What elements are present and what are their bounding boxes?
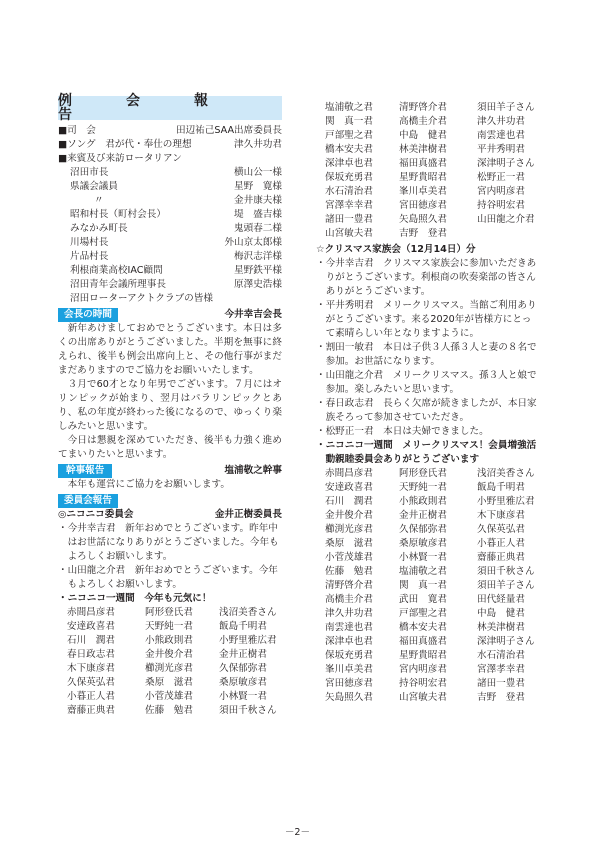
member-name: 久保英弘君 <box>67 677 115 688</box>
member-name: 持谷明宏君 <box>399 678 447 689</box>
member-name: 金井正樹君 <box>219 649 267 660</box>
guest-row <box>58 222 282 236</box>
christmas-week-heading: ・ニコニコ一週間 メリークリスマス！会員増強活動親睦委員会ありがとうございます <box>316 440 537 465</box>
member-name: 高橋圭介君 <box>399 116 447 127</box>
member-name: 水石清治君 <box>325 186 373 197</box>
member-name: 浅沼美香さん <box>219 607 277 618</box>
member-name: 金井俊介君 <box>145 649 193 660</box>
member-name: 山宮敏夫君 <box>399 692 447 703</box>
christmas-item: ・今井幸吉君 クリスマス家族会に参加いただきありがとうございます。利根商の吹奏楽部の皆さんありがとうございます。 <box>316 258 537 297</box>
guest-title: みなかみ町長 <box>70 223 128 234</box>
member-name: 山田龍之介君 <box>477 214 535 225</box>
member-name: 塩浦敬之君 <box>399 566 447 577</box>
president-paragraph-2: ３月で60才となり年男でございます。７月にはオリンピックが始まり、翌月はパラリンピックとあり、私の年度が終わった後になるので、ゆっくり楽しみたいと思います。 <box>58 379 282 432</box>
member-name: 清野啓介君 <box>399 102 447 113</box>
guest-row <box>58 264 282 278</box>
member-name: 小野里雅広君 <box>477 496 535 507</box>
member-name: 南雲達也君 <box>477 130 525 141</box>
member-name: 深津明子さん <box>477 636 535 647</box>
meeting-info-label: ■司 会 <box>58 125 96 136</box>
member-name: 安達政喜君 <box>67 621 115 632</box>
member-name: 塩浦敬之君 <box>325 102 373 113</box>
meeting-info-value: 津久井功君 <box>234 139 282 150</box>
member-name: 宮田徳彦君 <box>399 200 447 211</box>
guest-title: 沼田青年会議所理事長 <box>70 279 166 290</box>
guest-name: 金井康夫様 <box>234 195 282 206</box>
christmas-items <box>316 257 540 439</box>
guest-title: 川場村長 <box>70 237 109 248</box>
guest-title: 〃 <box>94 195 104 206</box>
member-name: 松野正一君 <box>477 172 525 183</box>
member-name: 戸部聖之君 <box>325 130 373 141</box>
member-name: 天野純一君 <box>399 482 447 493</box>
member-name: 浅沼美香さん <box>477 468 535 479</box>
president-paragraph-1: 新年あけましておめでとうございます。本日は多くの出席ありがとうございました。半期を無事に終えられ、後半も例会出席向上と、その他行事がまだまだありますのでご協力をお願いいたします。 <box>58 323 282 376</box>
guest-list <box>58 166 282 306</box>
president-section-header <box>58 308 282 322</box>
member-name: 齋藤正典君 <box>67 705 115 716</box>
christmas-item: ・割田一敏君 本日は子供３人孫３人と妻の８名で参加。お世話になります。 <box>316 342 537 367</box>
left-column <box>58 93 282 718</box>
member-name: 須田千秋さん <box>219 705 277 716</box>
member-name: 福田真盛君 <box>399 158 447 169</box>
guest-title: 沼田市長 <box>70 167 109 178</box>
member-name: 小菅茂雄君 <box>325 552 373 563</box>
member-name: 小熊政則君 <box>145 635 193 646</box>
guest-row <box>58 194 282 208</box>
member-name: 須田羊子さん <box>477 580 535 591</box>
guest-title: 利根商業高校IAC顧問 <box>70 265 163 276</box>
guest-name: 星野 寛様 <box>234 181 282 192</box>
member-name: 深津卓也君 <box>325 158 373 169</box>
meeting-info-row <box>58 152 282 166</box>
member-name: 星野貴昭君 <box>399 172 447 183</box>
member-name: 石川 潤君 <box>67 635 115 646</box>
guest-name: 梅沢志洋様 <box>234 251 282 262</box>
member-name: 宮内明彦君 <box>477 186 525 197</box>
guest-name: 堤 盛吉様 <box>234 209 282 220</box>
member-name: 小菅茂雄君 <box>145 691 193 702</box>
meeting-info-row <box>58 124 282 138</box>
member-name: 深津明子さん <box>477 158 535 169</box>
member-name: 山宮敏夫君 <box>325 228 373 239</box>
member-name: 福田真盛君 <box>399 636 447 647</box>
president-tag: 会長の時間 <box>58 308 118 322</box>
member-name: 春日政志君 <box>67 649 115 660</box>
member-name: 小暮正人君 <box>477 538 525 549</box>
member-name: 諸田一豊君 <box>477 678 525 689</box>
nikoniko-item: ・今井幸吉君 新年おめでとうございます。昨年中はお世話になりありがとうございました。今年もよろしくお願いします。 <box>58 523 279 562</box>
member-name: 南雲達也君 <box>325 622 373 633</box>
member-name <box>477 227 549 241</box>
member-name: 天野純一君 <box>145 621 193 632</box>
member-name: 吉野 登君 <box>399 228 447 239</box>
member-name: 小暮正人君 <box>67 691 115 702</box>
member-name: 中島 健君 <box>477 608 525 619</box>
member-name: 小林賢一君 <box>219 691 267 702</box>
member-name: 林美津樹君 <box>477 622 525 633</box>
member-name: 久保郁弥君 <box>219 663 267 674</box>
guest-name: 外山京太郎様 <box>224 237 282 248</box>
meeting-info <box>58 124 282 166</box>
member-name: 桑原 滋君 <box>325 538 373 549</box>
meeting-info-label: ■来賓及び来訪ロータリアン <box>58 153 182 164</box>
member-name: 桑原 滋君 <box>145 677 193 688</box>
member-name: 矢島照久君 <box>325 692 373 703</box>
guest-row <box>58 180 282 194</box>
member-name: 高橋圭介君 <box>325 594 373 605</box>
member-name: 小野里雅広君 <box>219 635 277 646</box>
member-name: 清野啓介君 <box>325 580 373 591</box>
guest-row <box>58 278 282 292</box>
member-name: 須田千秋さん <box>477 566 535 577</box>
member-name: 星野貴昭君 <box>399 650 447 661</box>
member-name: 水石清治君 <box>477 650 525 661</box>
member-name: 小熊政則君 <box>399 496 447 507</box>
member-name: 櫛渕光彦君 <box>325 524 373 535</box>
member-name: 持谷明宏君 <box>477 200 525 211</box>
member-name: 小林賢一君 <box>399 552 447 563</box>
guest-title: 片品村長 <box>70 251 109 262</box>
secretary-text: 本年も運営にご協力をお願いします。 <box>67 479 230 490</box>
guest-name: 鬼頭春二様 <box>234 223 282 234</box>
member-name: 吉野 登君 <box>477 692 525 703</box>
right-column <box>316 101 540 705</box>
member-name: 峯川卓美君 <box>399 186 447 197</box>
member-name: 橋本安夫君 <box>399 622 447 633</box>
member-name: 保坂充勇君 <box>325 650 373 661</box>
guest-row <box>58 250 282 264</box>
meeting-info-row <box>58 138 282 152</box>
member-name: 矢島照久君 <box>399 214 447 225</box>
nikoniko-item: ・山田龍之介君 新年おめでとうございます。今年もよろしくお願いします。 <box>58 565 278 590</box>
member-name: 武田 寛君 <box>399 594 447 605</box>
member-name: 久保郁弥君 <box>399 524 447 535</box>
christmas-item: ・平井秀明君 メリークリスマス。当館ご利用ありがとうございます。来る2020年が皆様方にとって素晴らしい年となりますように。 <box>316 300 537 339</box>
guest-name: 原澤史浩様 <box>234 279 282 290</box>
member-name: 林美津樹君 <box>399 144 447 155</box>
nikoniko-heading: ◎ニコニコ委員会 <box>58 509 134 520</box>
guest-row <box>58 292 282 306</box>
nikoniko-chair: 金井正樹委員長 <box>214 509 282 520</box>
guest-title: 沼田ローターアクトクラブの皆様 <box>70 293 213 304</box>
member-name: 関 真一君 <box>399 580 447 591</box>
guest-name: 星野鉄平様 <box>234 265 282 276</box>
member-name: 平井秀明君 <box>477 144 525 155</box>
secretary-name: 塩浦敬之幹事 <box>224 465 282 476</box>
nikoniko-week-heading: ・ニコニコ一週間 今年も元気に！ <box>58 593 212 604</box>
member-name: 橋本安夫君 <box>325 144 373 155</box>
committee-tag: 委員会報告 <box>58 494 118 508</box>
member-name: 阿形登氏君 <box>399 468 447 479</box>
member-name: 齋藤正典君 <box>477 552 525 563</box>
member-name: 戸部聖之君 <box>399 608 447 619</box>
member-name: 桑原敏彦君 <box>219 677 267 688</box>
guest-name: 横山公一様 <box>234 167 282 178</box>
member-name: 須田羊子さん <box>477 102 535 113</box>
secretary-section-header <box>58 464 282 478</box>
member-name: 赤間昌彦君 <box>67 607 115 618</box>
member-name: 宮澤孝幸君 <box>477 664 525 675</box>
member-name: 諸田一豊君 <box>325 214 373 225</box>
guest-title: 県議会議員 <box>70 181 118 192</box>
member-name: 飯島千明君 <box>219 621 267 632</box>
member-name: 佐藤 勉君 <box>325 566 373 577</box>
member-name: 金井正樹君 <box>399 510 447 521</box>
member-name: 保坂充勇君 <box>325 172 373 183</box>
nikoniko-heading-row <box>58 508 282 522</box>
christmas-heading: ☆クリスマス家族会（12月14日）分 <box>316 244 476 255</box>
member-name: 田代経量君 <box>477 594 525 605</box>
member-name: 中島 健君 <box>399 130 447 141</box>
member-name: 飯島千明君 <box>477 482 525 493</box>
page-number: －2－ <box>284 827 311 838</box>
member-name: 関 真一君 <box>325 116 373 127</box>
christmas-week-names <box>316 467 540 705</box>
member-name: 赤間昌彦君 <box>325 468 373 479</box>
member-name: 久保英弘君 <box>477 524 525 535</box>
christmas-item: ・山田龍之介君 メリークリスマス。孫３人と娘で参加。楽しみたいと思います。 <box>316 370 537 395</box>
member-name: 安達政喜君 <box>325 482 373 493</box>
guest-row <box>58 166 282 180</box>
guest-title: 昭和村長（町村会長） <box>70 209 166 220</box>
christmas-item: ・春日政志君 長らく欠席が続きましたが、本日家族そろって参加させていただき。 <box>316 398 537 423</box>
member-name: 宮澤幸幸君 <box>325 200 373 211</box>
meeting-info-value: 田辺祐己SAA出席委員長 <box>175 125 282 136</box>
member-name: 石川 潤君 <box>325 496 373 507</box>
member-name: 津久井功君 <box>477 116 525 127</box>
member-name: 櫛渕光彦君 <box>145 663 193 674</box>
page-title: 例 会 報 告 <box>58 96 282 120</box>
member-name: 津久井功君 <box>325 608 373 619</box>
member-name: 佐藤 勉君 <box>145 705 193 716</box>
member-name: 峯川卓美君 <box>325 664 373 675</box>
nikoniko-week-names <box>58 606 282 718</box>
member-name: 木下康彦君 <box>477 510 525 521</box>
meeting-info-label: ■ソング 君が代・奉仕の理想 <box>58 139 192 150</box>
guest-row <box>58 236 282 250</box>
president-paragraph-3: 今日は懇親を深めていただき、後半も力強く進めてまいりたいと思います。 <box>58 435 282 460</box>
continued-names <box>316 101 540 241</box>
guest-row <box>58 208 282 222</box>
christmas-item: ・松野正一君 本日は夫婦できました。 <box>316 426 489 437</box>
member-name: 宮田徳彦君 <box>325 678 373 689</box>
member-name: 宮内明彦君 <box>399 664 447 675</box>
member-name: 木下康彦君 <box>67 663 115 674</box>
member-name: 桑原敏彦君 <box>399 538 447 549</box>
member-name: 深津卓也君 <box>325 636 373 647</box>
member-name: 金井俊介君 <box>325 510 373 521</box>
member-name: 阿形登氏君 <box>145 607 193 618</box>
secretary-tag: 幹事報告 <box>58 464 112 478</box>
committee-section-header <box>58 494 282 508</box>
president-name: 今井幸吉会長 <box>224 309 282 320</box>
